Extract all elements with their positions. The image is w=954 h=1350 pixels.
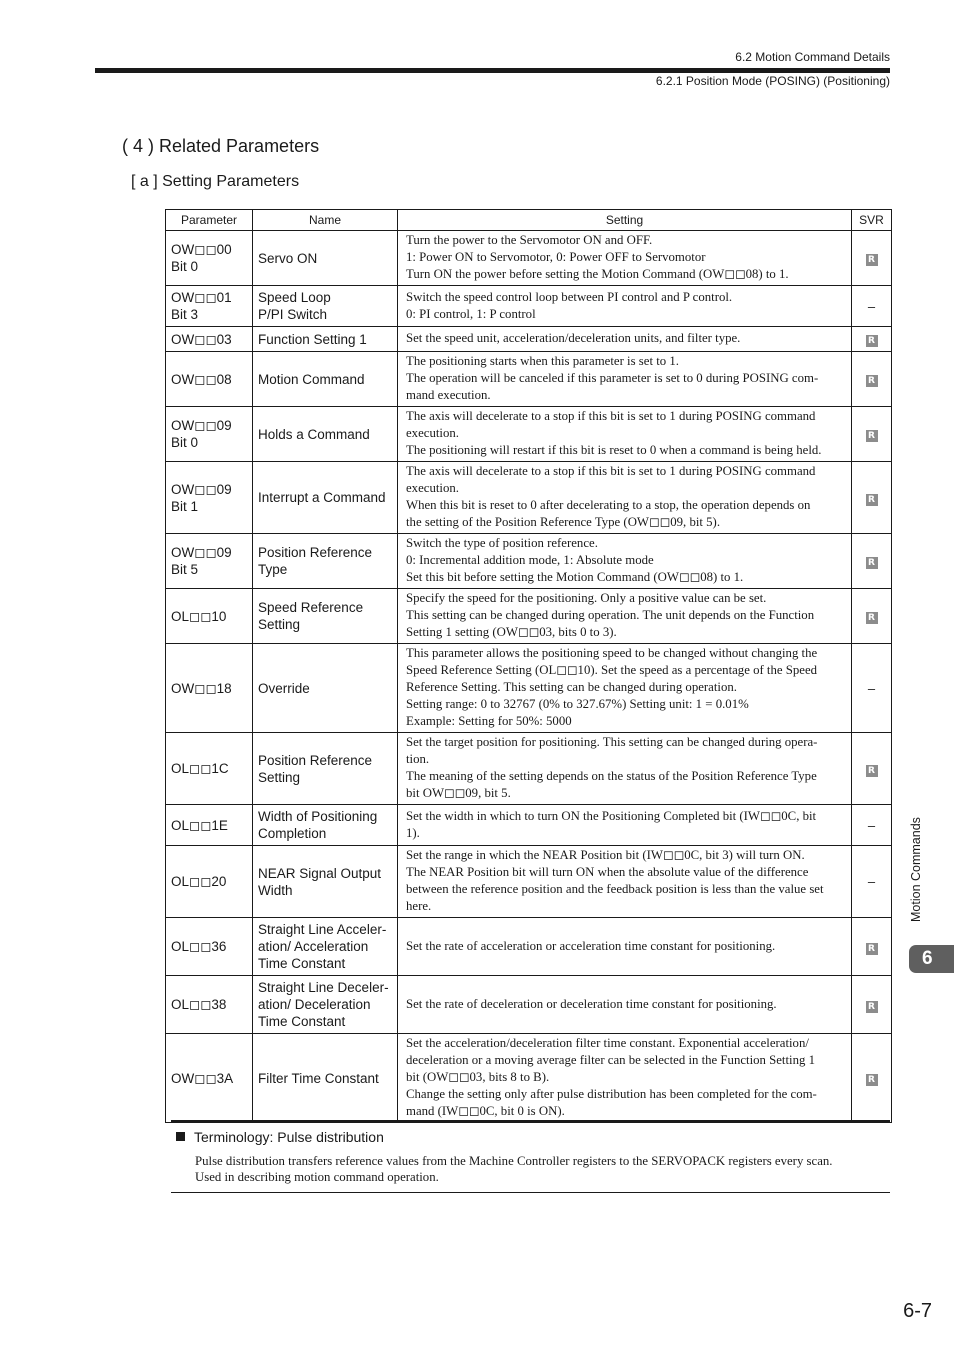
setting-cell [398,327,852,352]
svr-cell [852,644,892,733]
setting-cell-line: Set the rate of deceleration or deceleration time constant for positioning. [406,996,777,1011]
setting-cell-line: 0: Incremental addition mode, 1: Absolute mode [406,553,654,567]
table-row [166,805,892,846]
name-cell-line: Straight Line Acceler- [258,922,387,937]
name-cell-line: NEAR Signal Output [258,865,382,881]
svr-cell [852,286,892,327]
setting-cell [398,644,852,733]
parameter-cell-line: OW◻◻3A [171,1070,234,1086]
setting-cell-line: tion. [406,752,430,766]
square-bullet-icon [176,1132,185,1141]
setting-cell-line: mand (IW◻◻0C, bit 0 is ON). [406,1104,565,1118]
setting-cell-line: The positioning will restart if this bit is reset to 0 when a command is being held. [406,443,822,457]
name-cell-line: Position Reference [258,752,373,768]
svr-cell [852,352,892,407]
svr-r-mark-icon: R [866,943,878,955]
name-cell-line: Holds a Command [258,426,370,442]
terminology-body-line: Pulse distribution transfers reference values from the Machine Controller registers to the SERVOPACK registers every scan. [195,1154,833,1168]
name-cell [253,644,398,733]
table-body [166,231,892,1123]
setting-cell-line: This setting can be changed during operation. The unit depends on the Function [406,608,815,622]
terminology-body [195,1153,885,1185]
name-cell-line: Position Reference [258,545,373,560]
terminology-rule-top [171,1120,890,1122]
parameter-cell-line: OW◻◻00 [171,242,232,257]
name-cell [253,805,398,846]
svr-r-mark-icon: R [866,375,878,387]
name-cell-line: Interrupt a Command [258,490,386,505]
setting-cell [398,534,852,589]
table-row [166,534,892,589]
table-row [166,407,892,462]
name-cell-line: P/PI Switch [258,307,328,322]
parameter-cell-line: OW◻◻01 [171,290,232,305]
column-header-name: Name [253,210,398,231]
setting-cell-line: deceleration or a moving average filter can be selected in the Function Setting 1 [406,1053,815,1067]
parameter-cell-line: Bit 0 [171,435,199,450]
svr-cell [852,534,892,589]
name-cell-line: Time Constant [258,956,346,971]
setting-cell-line: The operation will be canceled if this parameter is set to 0 during POSING com- [406,371,819,385]
name-cell-line: ation/ Acceleration [258,939,369,954]
setting-cell-line: 0: PI control, 1: P control [406,306,536,321]
setting-cell-line: the setting of the Position Reference Type (OW◻◻09, bit 5). [406,515,721,529]
heading-related-parameters: ( 4 ) Related Parameters [122,136,320,156]
parameter-cell [166,462,253,534]
svr-r-mark-icon: R [866,335,878,347]
parameter-cell-line: OW◻◻09 [171,418,232,433]
setting-cell [398,733,852,805]
setting-cell-line: Set the range in which the NEAR Position bit (IW◻◻0C, bit 3) will turn ON. [406,848,805,862]
table-row [166,733,892,805]
setting-cell-line: execution. [406,426,459,440]
setting-cell-line: Set the speed unit, acceleration/deceleration units, and filter type. [406,331,741,345]
parameter-cell-line: OW◻◻08 [171,371,232,387]
setting-cell [398,286,852,327]
name-cell [253,976,398,1034]
parameter-cell [166,976,253,1034]
setting-cell [398,846,852,918]
svr-r-mark-icon: R [866,1001,878,1013]
setting-cell-line: mand execution. [406,388,491,402]
setting-cell-line: Set the width in which to turn ON the Positioning Completed bit (IW◻◻0C, bit [406,808,817,823]
svr-r-mark-icon: R [866,430,878,442]
setting-cell [398,1034,852,1123]
setting-cell-line: Turn the power to the Servomotor ON and OFF. [406,233,653,247]
svr-cell [852,805,892,846]
table-row [166,327,892,352]
svr-cell [852,918,892,976]
name-cell-line: Motion Command [258,371,365,387]
name-cell-line: Function Setting 1 [258,331,367,347]
setting-cell-line: between the reference position and the feedback position is less than the value set [406,882,824,896]
terminology-title [176,1129,384,1145]
name-cell [253,231,398,286]
parameter-cell-line: Bit 5 [171,562,199,577]
setting-cell-line: The axis will decelerate to a stop if this bit is set to 1 during POSING command [406,409,816,423]
parameter-cell [166,805,253,846]
setting-cell-line: Setting range: 0 to 32767 (0% to 327.67%) Setting unit: 1 = 0.01% [406,697,749,711]
parameter-cell-line: Bit 3 [171,307,199,322]
setting-cell-line: Speed Reference Setting (OL◻◻10). Set the speed as a percentage of the Speed [406,663,818,677]
terminology-rule-bottom [171,1192,890,1193]
setting-cell-line: bit (OW◻◻03, bits 8 to B). [406,1070,550,1084]
parameter-cell [166,286,253,327]
terminology-title-text: Terminology: Pulse distribution [194,1129,384,1145]
parameter-cell-line: OL◻◻38 [171,997,227,1012]
name-cell-line: Time Constant [258,1014,346,1029]
name-cell-line: ation/ Deceleration [258,997,371,1012]
parameter-cell-line: Bit 1 [171,498,199,514]
name-cell-line: Servo ON [258,250,318,266]
parameter-cell-line: OL◻◻10 [171,608,227,624]
name-cell-line: Straight Line Deceler- [258,980,389,995]
name-cell-line: Speed Reference [258,600,364,615]
parameter-cell-line: OL◻◻1C [171,761,229,776]
setting-cell-line: Setting 1 setting (OW◻◻03, bits 0 to 3). [406,625,617,639]
setting-cell-line: here. [406,899,432,913]
svr-r-mark-icon: R [866,557,878,569]
svr-cell [852,733,892,805]
name-cell [253,589,398,644]
name-cell [253,733,398,805]
svr-cell [852,589,892,644]
table-row [166,976,892,1034]
page-number: 6-7 [903,1300,932,1322]
svr-r-mark-icon: R [866,612,878,624]
column-header-setting: Setting [398,210,852,231]
table-row [166,231,892,286]
setting-cell-line: bit OW◻◻09, bit 5. [406,786,511,800]
setting-cell-line: The NEAR Position bit will turn ON when the absolute value of the difference [406,865,809,879]
name-cell-line: Setting [258,617,301,632]
header-section: 6.2 Motion Command Details [735,50,890,64]
heading-setting-parameters: [ a ] Setting Parameters [131,173,300,190]
column-header-svr: SVR [852,210,892,231]
svr-r-mark-icon: R [866,1074,878,1086]
svr-cell [852,976,892,1034]
table-row [166,1034,892,1123]
name-cell [253,462,398,534]
setting-cell [398,352,852,407]
table-row [166,846,892,918]
name-cell [253,352,398,407]
setting-cell-line: Set this bit before setting the Motion Command (OW◻◻08) to 1. [406,570,744,584]
parameter-cell [166,534,253,589]
header-rule [95,68,890,73]
svr-r-mark-icon: R [866,765,878,777]
setting-cell-line: Set the acceleration/deceleration filter time constant. Exponential acceleration/ [406,1036,809,1050]
name-cell [253,846,398,918]
setting-cell-line: 1: Power ON to Servomotor, 0: Power OFF to Servomotor [406,250,706,264]
setting-cell [398,231,852,286]
setting-cell-line: Switch the speed control loop between PI control and P control. [406,289,733,304]
setting-cell-line: The meaning of the setting depends on the status of the Position Reference Type [406,769,817,783]
setting-cell-line: Change the setting only after pulse distribution has been completed for the com- [406,1087,817,1101]
name-cell [253,534,398,589]
setting-cell-line: Reference Setting. This setting can be changed during operation. [406,680,737,694]
svr-dash: – [867,298,876,314]
svr-cell [852,846,892,918]
setting-cell-line: execution. [406,481,459,495]
setting-cell-line: Set the rate of acceleration or acceleration time constant for positioning. [406,938,776,953]
setting-cell [398,407,852,462]
parameters-table [165,209,892,1123]
parameter-cell [166,918,253,976]
parameter-cell [166,589,253,644]
svr-cell [852,1034,892,1123]
parameter-cell-line: OL◻◻36 [171,939,227,954]
name-cell-line: Width of Positioning [258,809,378,824]
table-row [166,644,892,733]
table-row [166,286,892,327]
setting-cell [398,918,852,976]
setting-cell-line: The positioning starts when this parameter is set to 1. [406,354,679,368]
setting-cell [398,976,852,1034]
name-cell-line: Completion [258,826,327,841]
setting-cell-line: The axis will decelerate to a stop if this bit is set to 1 during POSING command [406,464,816,478]
setting-cell-line: Specify the speed for the positioning. Only a positive value can be set. [406,591,767,605]
setting-cell-line: Switch the type of position reference. [406,536,598,550]
parameter-cell [166,352,253,407]
parameter-cell [166,733,253,805]
svr-r-mark-icon: R [866,494,878,506]
name-cell [253,286,398,327]
table-header-row [166,210,892,231]
table-row [166,462,892,534]
svr-dash: – [867,874,876,889]
table-row [166,352,892,407]
name-cell-line: Width [258,882,293,898]
parameter-cell [166,327,253,352]
parameter-cell-line: OL◻◻20 [171,874,227,889]
setting-cell-line: Turn ON the power before setting the Motion Command (OW◻◻08) to 1. [406,267,789,281]
name-cell [253,407,398,462]
name-cell [253,1034,398,1123]
setting-cell-line: This parameter allows the positioning speed to be changed without changing the [406,646,818,660]
name-cell-line: Type [258,562,288,577]
name-cell-line: Override [258,680,310,696]
chapter-tab: 6 [909,945,954,973]
parameter-cell-line: Bit 0 [171,259,199,274]
svr-r-mark-icon: R [866,254,878,266]
setting-cell [398,462,852,534]
svr-cell [852,407,892,462]
parameter-cell [166,407,253,462]
name-cell [253,327,398,352]
parameter-cell [166,846,253,918]
setting-cell [398,589,852,644]
parameter-cell [166,231,253,286]
setting-cell-line: 1). [406,825,420,840]
name-cell-line: Filter Time Constant [258,1070,379,1086]
name-cell [253,918,398,976]
setting-cell [398,805,852,846]
table-row [166,918,892,976]
side-chapter-label: Motion Commands [909,817,923,922]
table-row [166,589,892,644]
svr-cell [852,327,892,352]
parameter-cell-line: OW◻◻03 [171,331,232,347]
parameter-cell [166,1034,253,1123]
header-subsection: 6.2.1 Position Mode (POSING) (Positioning) [655,74,890,88]
column-header-parameter: Parameter [166,210,253,231]
parameter-cell-line: OW◻◻09 [171,545,232,560]
svr-dash: – [867,680,876,696]
parameter-cell-line: OL◻◻1E [171,817,228,833]
svr-cell [852,231,892,286]
terminology-body-line: Used in describing motion command operation. [195,1170,439,1184]
svr-dash: – [867,817,876,833]
name-cell-line: Speed Loop [258,290,331,305]
setting-cell-line: When this bit is reset to 0 after decelerating to a stop, the operation depends on [406,498,811,512]
setting-cell-line: Set the target position for positioning. This setting can be changed during opera- [406,735,818,749]
svr-cell [852,462,892,534]
parameter-cell-line: OW◻◻18 [171,680,232,696]
setting-cell-line: Example: Setting for 50%: 5000 [406,714,572,728]
name-cell-line: Setting [258,769,301,785]
parameter-cell [166,644,253,733]
parameter-cell-line: OW◻◻09 [171,481,232,497]
